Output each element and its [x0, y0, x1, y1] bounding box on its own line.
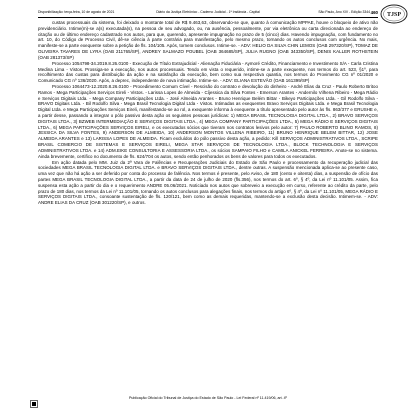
logo-text: TJSP — [386, 12, 402, 18]
body-text — [38, 20, 378, 398]
court-seal-logo — [379, 3, 409, 25]
stamp-icon — [30, 400, 38, 408]
page-number: 460 — [370, 10, 378, 15]
paragraph: Processo 1054798-34.2019.8.26.0100 - Execução de Título Extrajudicial - Alienação Fiduciária - Aymoré Crédito, Financiamento e Investimento S/A - Carla Cristina Medina Lima - Vistos. Prossiga-se a execução, nos autos processuais. Tendo em vista o requerido, intime-se a parte exequente, nos termos do art. 523, §1º, para recolhimento das custas para distribuição da ação e na satisfação da execução, bem como sua respectiva quantia, nos termos do Provimento CG nº 01/2020 e Comunicado CG nº 136/2020. Após, a deprec, independente de nova intimação. Intime-se. - ADV: ELIANA ESTEVÃO (OAB 161399/SP) — [38, 60, 378, 84]
header-date: Disponibilização: terça-feira, 10 de agosto de 2021 — [38, 10, 115, 14]
paragraph: custas processuais da sistema, foi deixado o montante total de R$ 9.463,63, observando-se que, quanto à comunicação MPPAE, houve o bloqueio de ativo não previdenciário. Intime(m)-se a(s) executada(s), na pessoa de seu advogado, ou, na ausência, pessoalmente, por via eletrônica ou carta direcionada ao endereço de citação ou de último endereço cadastrado nos autos, para que, querendo, apresente impugnação no prazo de 5 (cinco) dias. Havendo impugnação, com fundamento no art. 10, do Código de Processo Civil, dê-se ciência à parte contrária para manifestação, pelo mesmo prazo, tornando os autos conclusos com urgência. No mais, manifeste-se a parte exequente sobre a petição de fls. 104/105. Após, tornem conclusos. Intime-se. - ADV: HELIO DA SILVA CHIN LEMOS (OAB 297320/SP), TOMAZ DE OLIVEIRA TAVARES DE LYRA (OAB 211765/SP), ANDREY SALMAZO POUBEL (OAB 364685/SP), JULIA RUGNO (OAB 343350/SP), DENIS KALLER ROTHSTEIN (OAB 281373/SP) — [38, 20, 378, 60]
paragraph: Em ação datada pelo MM. Juiz da 2ª Vara de Falências e Recuperações Judiciais do Estado de São Paulo e processamento da recuperação judicial das sociedades MEGA BRASIL TECNOLOGIA DIGITAL LTDA. e BRAVO SERVIÇOS DIGITAIS LTDA., dentre outras. A suspensão mencionada aplica-se ao presente caso, uma vez que não há ação a ser deferido por conta do processo de falência. Nos termos é presente, pelo Aviso, de 180 (cento e oitenta) dias, a suspensão de ofício das partes MEGA BRASIL TECNOLOGIA DIGITAL LTDA., a partir da data de 24 de julho de 2020 (fls.356), nos termos do art. 6º, § 4º, da Lei nº 11.101/05. Assim, fica suspensa esta ação a partir do dia e o requerimento ANDRE 05.06/2021. Noticiado nos autos que sobreveio a execução em curso, referente ao crédito da parte, pelo prazo de 180 dias, nos termos da Lei nº 11.101/05, tornando os autos conclusos para alegações finais, nos termos do artigo 6º, § 4º, da Lei nº 11.101/05, MEGA RÁDIO E SERVIÇOS DIGITAIS LTDA., consoante sustentação de fls. 120/121, bem como as demais requeridas, mantendo-se a exclusão desta decisão. Intimem-se. - ADV: ANDRE ELIAS DA CRUZ (OAB 301220/SP), e outros. — [38, 159, 378, 206]
page-header — [38, 8, 378, 18]
header-publication: Diário da Justiça Eletrônico - Caderno Judicial - 1ª Instância - Capital — [156, 10, 260, 14]
header-edition: São Paulo, Ano XIV - Edição 3344 — [318, 10, 370, 14]
paragraph: Processo 1064473-12.2020.8.26.0100 - Procedimento Comum Cível - Rescisão do contrato e devolução do dinheiro - André Elias da Cruz - Paulo Roberto Britoo Ramos - Mega Participações Serviços Eireli - Vistos. - Larissa Lopes de Almeida - Cíjessica da Silva Fontes - Emerson Arantes - Andernilo Vilhena Ribeiro - Mega Rádio e Serviços Digitais Ltda. - Mega Company Participações Ltda. - José Almeida Arantes - Bruno Henrique Belém Bittar - Bikeyo Participações Ltda. - Gil Rodolfo Silva - BRAVO Digitais Ltda. - Bil Rodolfo Silva - Mega Brasil Tecnologia Digital Ltda - Vistos. Intimadas as exequentes Bravo Serviços Digitais Ltda. e Mega Brasil Tecnologia Digital Ltda. e Mega Participações Serviços Eireli, manifestando-se ao rol, a exequente informa à exequente a título apresentado pelo autor às fls. 863/377 e ERUSHE e, a partir desse, passando a integrar o pólo passivo desta ação os seguintes pessoas jurídicas: 1) MEGA BRASIL TECNOLOGIA DIGITAL LTDA., 2) BRAVO SERVIÇOS DIGITAIS LTDA., 3) BZWEB INTERMEDIAÇÃO E SERVIÇOS DIGITAIS LTDA., 4) MEGA COMPANY PARTICIPAÇÕES LTDA., 5) MEGA RÁDIO E SERVIÇOS DIGITAIS LTDA., 6) MEGA PARTICIPAÇÕES SERVIÇOS EIRELI, e os executados sócios que tiveram nos contratos lesivos pelo autor: 7) PAULO ROBERTO BLINO RAMOS, 8) JESSICA DA SILVA FONTES, 9) ANDERSON DE ALMEIDA, 10) ANDERSON MONTOS VILLENA RIBEIRO, 11) BRUNO HENRIQUE BELEM BITTAR, 12) JOSE ALMEIDA ARANTES e 13) LARISSA LOPES DE ALMEIDA. Ficam excluídos do pólo passivo desta ação, a pedido: Kill SERVIÇOS ADMINISTRATIVOS LTDA., SCRIPE BRASIL COMERCIO DE SISTEMAS E SERVIÇOS EIRELI, MEGA STAR SERVIÇOS DE TECNOLOGIA LTDA., BLOCK TECHNOLOGIA E SERVIÇOS ADMINISTRATIVOS LTDA. e 14) ADM.EIKE CONSULTORIA E ASSESSORIA LTDA., os sócios SAMPAIO FILHO e CAMILA ANICKEL FERREIRA. Anote-se no sistema. Ainda brevemente, certifico no documento de fls. 624/704 os autos, sendo então penhorados os bens de valores para todos os executados. — [38, 83, 378, 159]
page-footer: Publicação Oficial do Tribunal de Justiça do Estado de São Paulo - Lei Federal nº 11.419/06, art. 4º — [129, 396, 287, 400]
